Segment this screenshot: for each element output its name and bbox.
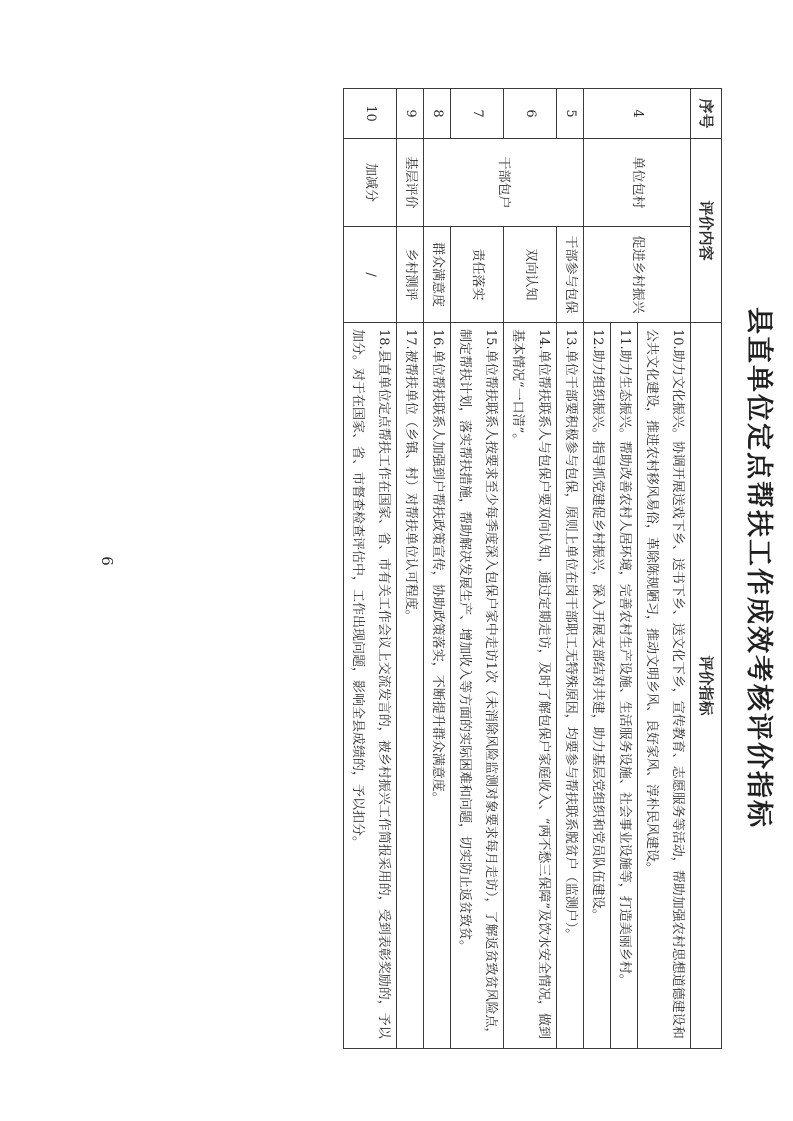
- table-row: [424, 89, 451, 1049]
- row-indicator: 17.被帮扶单位（乡镇、村）对帮扶单位认可程度。: [397, 323, 424, 1049]
- evaluation-table: [343, 88, 722, 1049]
- row-sub: 双向认知: [504, 227, 557, 323]
- row-sub: /: [344, 227, 397, 323]
- table-header-row: [691, 89, 722, 1049]
- row-no: 4: [584, 89, 691, 139]
- row-sub: 乡村测评: [397, 227, 424, 323]
- row-no: 10: [344, 89, 397, 139]
- table-row: [344, 89, 397, 1049]
- row-indicator: 15.单位帮扶联系人按要求至少每季度深入包保户家中走访1次（未消除风险监测对象要求每月走访），了解返贫致贫风险点，制定帮扶计划，落实帮扶措施，帮助解决发展生产、增加收入等方面的实际困难和问题，切实防止返贫致贫。: [451, 323, 504, 1049]
- rotated-page-content: [164, 88, 792, 1048]
- row-no: 6: [504, 89, 557, 139]
- row-no: 9: [397, 89, 424, 139]
- row-no: 8: [424, 89, 451, 139]
- header-indicator: 评价指标: [691, 323, 722, 1049]
- table-row: [557, 89, 584, 1049]
- row-category: 干部包户: [424, 139, 584, 227]
- row-indicator: 10.助力文化振兴。协调开展送戏下乡、送书下乡、送文化下乡，宣传教育、志愿服务等活动，帮助加强农村思想道德建设和公共文化建设，推进农村移风易俗，革除陈规陋习，推动文明乡风、良好家风、淳朴民风建设。: [638, 323, 691, 1049]
- row-no: 5: [557, 89, 584, 139]
- row-indicator: 11.助力生态振兴。帮助改善农村人居环境，完善农村生产设施、生活服务设施、社会事业设施等，打造美丽乡村。: [611, 323, 638, 1049]
- table-row: [504, 89, 557, 1049]
- table-row: [451, 89, 504, 1049]
- row-indicator: 18.县直单位定点帮扶工作在国家、省、市有关工作会议上交流发言的，被乡村振兴工作简报采用的，受到表彰奖励的，予以加分。对于在国家、省、市督查检查评估中，工作出现问题，影响全县成绩的，予以扣分。: [344, 323, 397, 1049]
- row-sub: 干部参与包保: [557, 227, 584, 323]
- row-indicator: 13.单位干部要积极参与包保，原则上单位在岗干部职工无特殊原因，均要参与帮扶联系脱贫户（监测户）。: [557, 323, 584, 1049]
- row-no: 7: [451, 89, 504, 139]
- header-no: 序号: [691, 89, 722, 139]
- row-category: 基层评价: [397, 139, 424, 227]
- row-indicator: 14.单位帮扶联系人与包保户要双向认知，通过定期走访，及时了解包保户家庭收入、“两不愁三保障”及饮水安全情况，做到基本情况“一口清”。: [504, 323, 557, 1049]
- row-indicator: 12.助力组织振兴。指导抓党建促乡村振兴，深入开展支部结对共建，助力基层党组织和党员队伍建设。: [584, 323, 611, 1049]
- table-row: [638, 89, 691, 1049]
- table-row: [397, 89, 424, 1049]
- row-category: 加减分: [344, 139, 397, 227]
- row-category: 单位包村: [584, 139, 691, 227]
- row-indicator: 16.单位帮扶联系人加强到户帮扶政策宣传，协助政策落实，不断提升群众满意度。: [424, 323, 451, 1049]
- document-title: 县直单位定点帮扶工作成效考核评价指标: [743, 307, 775, 829]
- page-number: 6: [97, 556, 116, 566]
- row-sub: 群众满意度: [424, 227, 451, 323]
- row-sub: 促进乡村振兴: [584, 227, 691, 323]
- row-sub: 责任落实: [451, 227, 504, 323]
- header-content: 评价内容: [691, 139, 722, 323]
